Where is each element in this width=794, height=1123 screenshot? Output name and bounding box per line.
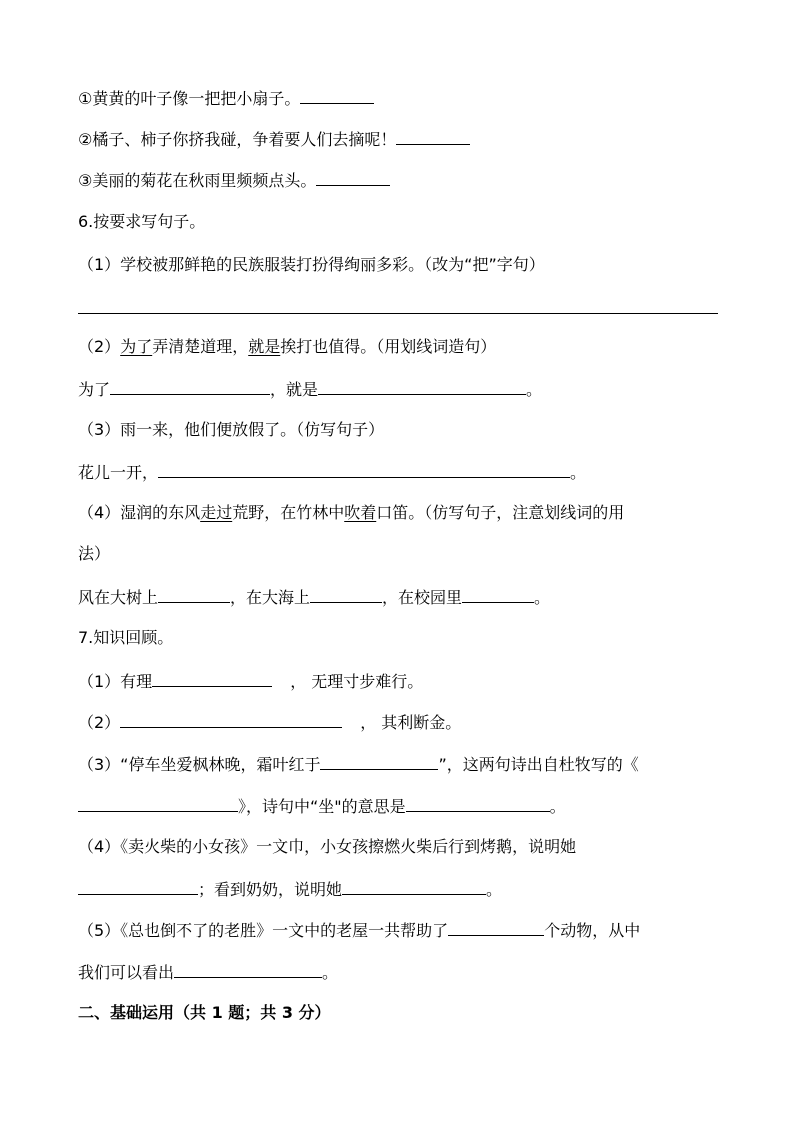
answer-end: 。 <box>526 380 543 399</box>
q6-4-answer <box>78 587 734 608</box>
q7-1 <box>78 671 734 692</box>
answer-blank[interactable] <box>110 379 270 395</box>
answer-blank[interactable] <box>174 962 322 978</box>
q7-4-text: ；看到奶奶，说明她 <box>198 880 343 899</box>
answer-blank[interactable] <box>78 796 238 812</box>
answer-end: 。 <box>322 963 339 982</box>
q7-1-text: ， 无理寸步难行。 <box>290 672 424 691</box>
q7-4: （4）《卖火柴的小女孩》一文巾，小女孩擦燃火柴后行到烤鹅，说明她 <box>78 837 577 856</box>
q6-3-answer <box>78 462 734 483</box>
q7-5-text: （5）《总也倒不了的老胜》一文中的老屋一共帮助了 <box>78 921 449 940</box>
underlined-word: 走过 <box>200 503 233 522</box>
answer-end: 。 <box>486 880 503 899</box>
q7-title: 7.知识回顾。 <box>78 628 174 647</box>
q5-item-1 <box>78 88 734 109</box>
q7-5-cont <box>78 962 734 983</box>
q7-4-cont <box>78 879 734 900</box>
answer-blank[interactable] <box>152 671 272 687</box>
q6-4-text: 口笛。（仿写句子，注意划线词的用 <box>376 503 625 522</box>
q6-4-prompt-cont: 法） <box>78 544 111 563</box>
answer-mid: ，就是 <box>270 380 319 399</box>
underlined-word: 吹着 <box>344 503 377 522</box>
answer-blank[interactable] <box>448 920 544 936</box>
answer-end: 。 <box>549 797 566 816</box>
q6-4-text: （4）湿润的东风 <box>78 503 201 522</box>
q7-3-cont <box>78 796 734 817</box>
q6-3-prompt: （3）雨一来，他们便放假了。（仿写句子） <box>78 420 385 439</box>
answer-blank[interactable] <box>406 796 550 812</box>
q6-4-prompt <box>78 503 734 523</box>
q7-3 <box>78 754 734 775</box>
q5-item-2 <box>78 129 734 150</box>
answer-blank[interactable] <box>462 587 534 603</box>
q6-4-text: 荒野，在竹林中 <box>232 503 345 522</box>
answer-blank[interactable] <box>120 712 342 728</box>
answer-line[interactable] <box>78 313 718 314</box>
q7-3-text: （3）“停车坐爱枫林晚，霜叶红于 <box>78 755 321 774</box>
q6-title: 6.按要求写句子。 <box>78 212 206 231</box>
q6-1-prompt: （1）学校被那鲜艳的民族服装打扮得绚丽多彩。（改为“把”字句） <box>78 255 545 274</box>
answer-end: 。 <box>534 588 551 607</box>
q7-2 <box>78 712 734 733</box>
q7-3-text: ”，这两句诗出自杜牧写的《 <box>438 755 639 774</box>
q7-5 <box>78 920 734 941</box>
q7-3-text: 》，诗句中“坐"的意思是 <box>238 797 406 816</box>
answer-blank[interactable] <box>318 379 526 395</box>
q6-2-answer <box>78 379 734 400</box>
answer-blank[interactable] <box>158 587 230 603</box>
q7-2-text: ， 其利断金。 <box>360 713 462 732</box>
section-heading: 二、基础运用（共 1 题；共 3 分） <box>78 1003 331 1022</box>
answer-blank[interactable] <box>396 129 470 145</box>
answer-end: 。 <box>570 463 587 482</box>
answer-mid: ，在校园里 <box>382 588 463 607</box>
answer-prefix: 花儿一开， <box>78 463 159 482</box>
q6-2-text: 弄清楚道理， <box>152 337 249 356</box>
answer-blank[interactable] <box>300 88 374 104</box>
q7-5-text: 个动物，从中 <box>544 921 641 940</box>
q6-2-num: （2） <box>78 337 121 356</box>
answer-prefix: 为了 <box>78 380 111 399</box>
answer-prefix: 风在大树上 <box>78 588 159 607</box>
answer-blank[interactable] <box>310 587 382 603</box>
answer-mid: ，在大海上 <box>230 588 311 607</box>
answer-blank[interactable] <box>78 879 198 895</box>
answer-blank[interactable] <box>158 462 570 478</box>
answer-blank[interactable] <box>320 754 438 770</box>
q5-item-2-text: ②橘子、柿子你挤我碰，争着要人们去摘呢！ <box>78 130 397 149</box>
q7-5-text: 我们可以看出 <box>78 963 175 982</box>
answer-blank[interactable] <box>316 170 390 186</box>
underlined-word: 为了 <box>120 337 153 356</box>
q5-item-3-text: ③美丽的菊花在秋雨里频频点头。 <box>78 171 317 190</box>
underlined-word: 就是 <box>248 337 281 356</box>
q6-2-text: 挨打也值得。（用划线词造句） <box>280 337 497 356</box>
q5-item-3 <box>78 170 734 191</box>
q6-2-prompt <box>78 337 734 357</box>
q5-item-1-text: ①黄黄的叶子像一把把小扇子。 <box>78 89 301 108</box>
q7-1-text: （1）有理 <box>78 672 153 691</box>
q7-2-text: （2） <box>78 713 121 732</box>
answer-blank[interactable] <box>342 879 486 895</box>
